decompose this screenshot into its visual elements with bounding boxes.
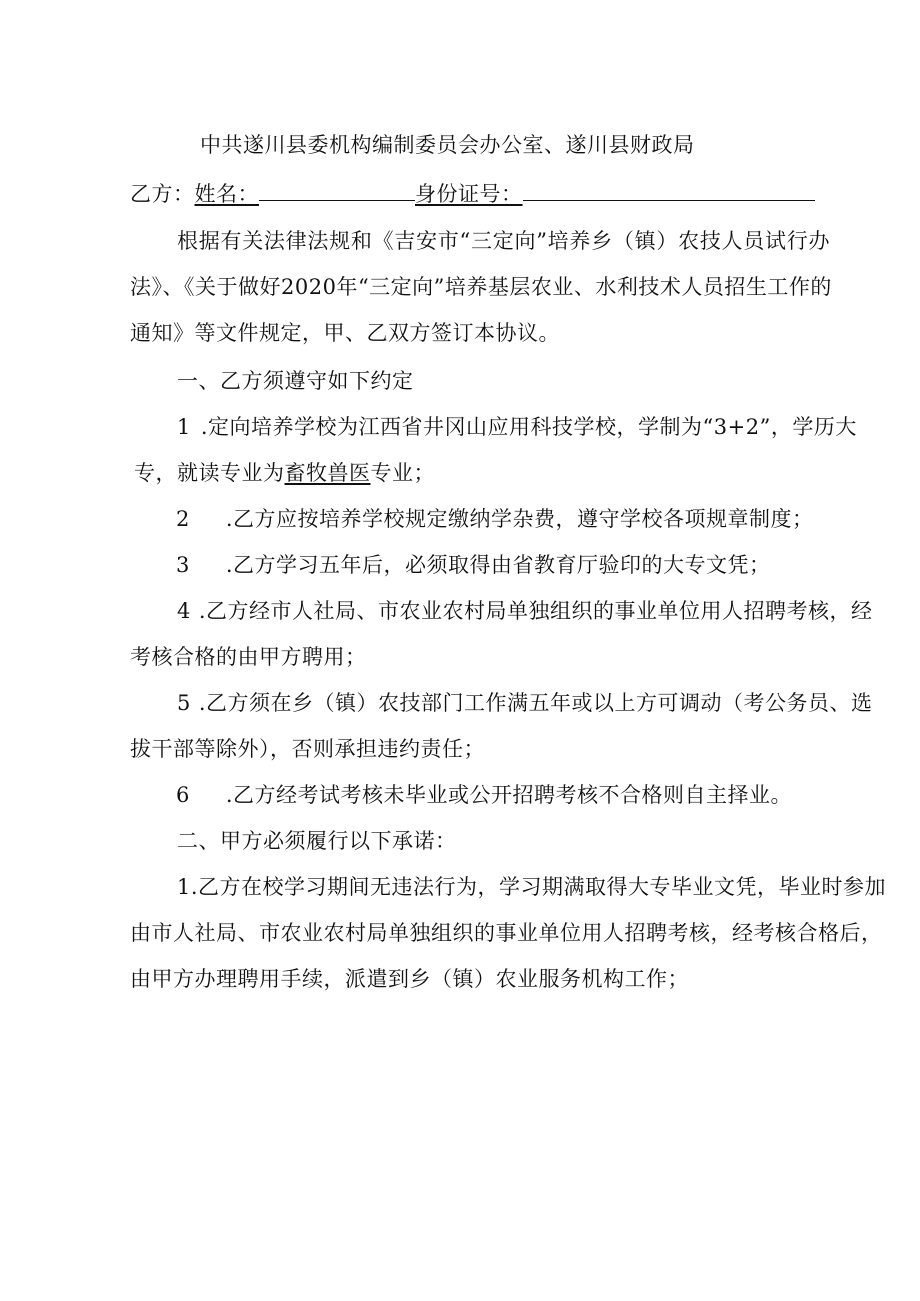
item-number: 4 bbox=[177, 599, 191, 623]
section-1-item-6 bbox=[176, 780, 792, 810]
item-number: 3 bbox=[176, 553, 190, 577]
section-1-item-3 bbox=[176, 550, 771, 580]
section-1-item-1-line-2: 专，就读专业为畜牧兽医专业； bbox=[134, 461, 435, 485]
item-text: .乙方经市人社局、市农业农村局单独组织的事业单位用人招聘考核，经 bbox=[198, 599, 873, 623]
header-line: 中共遂川县委机构编制委员会办公室、遂川县财政局 bbox=[200, 133, 695, 157]
party-b-label: 乙方： bbox=[130, 182, 195, 206]
section-1-item-5-line-2: 拔干部等除外），否则承担违约责任； bbox=[130, 737, 485, 761]
section-1-item-1-line-1 bbox=[177, 412, 857, 442]
item-number: 1 bbox=[177, 415, 191, 439]
name-label: 姓名： bbox=[194, 182, 259, 206]
id-number-label: 身份证号： bbox=[415, 182, 523, 206]
section-2-item-1-line-2: 由市人社局、市农业农村局单独组织的事业单位用人招聘考核，经考核合格后， bbox=[130, 921, 883, 945]
section-2-item-1-line-1: 1.乙方在校学习期间无违法行为，学习期满取得大专毕业文凭，毕业时参加 bbox=[177, 875, 887, 899]
item-text: .乙方经考试考核未毕业或公开招聘考核不合格则自主择业。 bbox=[225, 783, 793, 807]
item-text: .定向培养学校为江西省井冈山应用科技学校，学制为“3+2”，学历大 bbox=[200, 415, 857, 439]
intro-line-1: 根据有关法律法规和《吉安市“三定向”培养乡（镇）农技人员试行办 bbox=[177, 229, 830, 253]
item-number: 6 bbox=[176, 783, 190, 807]
item-number: 2 bbox=[176, 507, 190, 531]
section-1-title: 一、乙方须遵守如下约定 bbox=[177, 369, 414, 393]
section-1-item-2 bbox=[176, 504, 814, 534]
name-blank bbox=[259, 178, 415, 201]
item-text: .乙方学习五年后，必须取得由省教育厅验印的大专文凭； bbox=[225, 553, 771, 577]
item-number: 5 bbox=[177, 691, 191, 715]
party-b-line bbox=[130, 178, 815, 209]
major-name: 畜牧兽医 bbox=[284, 461, 371, 485]
section-1-item-5-line-1 bbox=[177, 688, 873, 718]
intro-line-2: 法》、《关于做好2020年“三定向”培养基层农业、水利技术人员招生工作的 bbox=[130, 275, 832, 299]
section-1-item-4-line-1 bbox=[177, 596, 873, 626]
item-text: .乙方应按培养学校规定缴纳学杂费，遵守学校各项规章制度； bbox=[225, 507, 814, 531]
intro-line-3: 通知》等文件规定，甲、乙双方签订本协议。 bbox=[130, 321, 560, 345]
item-text: .乙方须在乡（镇）农技部门工作满五年或以上方可调动（考公务员、选 bbox=[198, 691, 873, 715]
section-2-item-1-line-3: 由甲方办理聘用手续，派遣到乡（镇）农业服务机构工作； bbox=[130, 967, 689, 991]
section-1-item-4-line-2: 考核合格的由甲方聘用； bbox=[130, 645, 367, 669]
id-number-blank bbox=[523, 178, 815, 201]
section-2-title: 二、甲方必须履行以下承诺： bbox=[177, 829, 457, 853]
